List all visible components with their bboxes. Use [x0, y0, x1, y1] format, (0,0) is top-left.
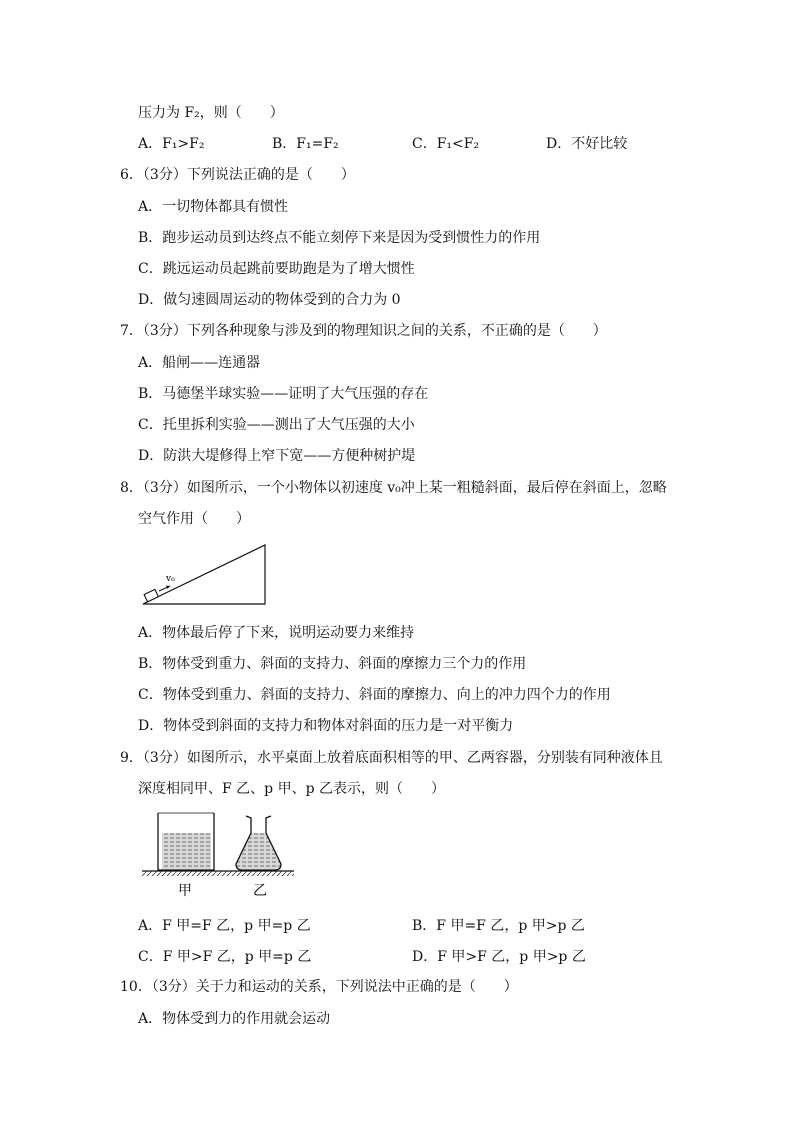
q9-stem-line2: 深度相同甲、F 乙、p 甲、p 乙表示，则（ ） — [138, 781, 445, 797]
q9-option-b: B．F 甲=F 乙，p 甲>p 乙 — [412, 918, 585, 934]
q8-option-b: B．物体受到重力、斜面的支持力、斜面的摩擦力三个力的作用 — [138, 656, 527, 672]
q5-option-c: C．F₁<F₂ — [412, 136, 480, 152]
q5-option-b: B．F₁=F₂ — [272, 136, 339, 152]
label-jia: 甲 — [178, 883, 192, 899]
q6-option-c: C．跳远运动员起跳前要助跑是为了增大惯性 — [138, 261, 415, 277]
q6-option-a: A．一切物体都具有惯性 — [138, 199, 289, 215]
q7-stem: 7．（3分）下列各种现象与涉及到的物理知识之间的关系，不正确的是（ ） — [120, 323, 607, 339]
q9-option-a: A．F 甲=F 乙，p 甲=p 乙 — [138, 918, 311, 934]
v0-label: v₀ — [166, 574, 175, 584]
q9-stem-line1: 9．（3分）如图所示，水平桌面上放着底面积相等的甲、乙两容器，分别装有同种液体且 — [120, 750, 663, 766]
q6-stem: 6．（3分）下列说法正确的是（ ） — [120, 167, 355, 183]
q10-stem: 10．（3分）关于力和运动的关系，下列说法中正确的是（ ） — [120, 979, 518, 995]
q7-option-c: C．托里拆利实验——测出了大气压强的大小 — [138, 417, 415, 433]
small-block — [144, 589, 158, 601]
q6-option-b: B．跑步运动员到达终点不能立刻停下来是因为受到惯性力的作用 — [138, 230, 541, 246]
q8-option-a: A．物体最后停了下来，说明运动要力来维持 — [138, 625, 415, 641]
containers-figure — [140, 808, 300, 900]
q5-stem: 压力为 F₂，则（ ） — [138, 105, 284, 121]
q8-stem-line2: 空气作用（ ） — [138, 511, 250, 527]
q9-option-d: D．F 甲>F 乙，p 甲>p 乙 — [412, 949, 586, 965]
incline-figure — [140, 542, 270, 608]
q10-option-a: A．物体受到力的作用就会运动 — [138, 1011, 331, 1027]
q7-option-b: B．马德堡半球实验——证明了大气压强的存在 — [138, 386, 429, 402]
q8-option-c: C．物体受到重力、斜面的支持力、斜面的摩擦力、向上的冲力四个力的作用 — [138, 687, 611, 703]
q8-stem-line1: 8．（3分）如图所示，一个小物体以初速度 v₀冲上某一粗糙斜面，最后停在斜面上，忽略 — [120, 480, 667, 496]
incline-triangle — [143, 545, 265, 604]
q6-option-d: D．做匀速圆周运动的物体受到的合力为 0 — [138, 292, 401, 308]
q5-option-a: A．F₁>F₂ — [138, 136, 205, 152]
q8-option-d: D．物体受到斜面的支持力和物体对斜面的压力是一对平衡力 — [138, 718, 514, 734]
q5-option-d: D．不好比较 — [546, 136, 628, 152]
label-yi: 乙 — [253, 883, 267, 899]
q7-option-d: D．防洪大堤修得上窄下宽——方便种树护堤 — [138, 448, 416, 464]
q7-option-a: A．船闸——连通器 — [138, 355, 261, 371]
q9-option-c: C．F 甲>F 乙，p 甲=p 乙 — [138, 949, 312, 965]
